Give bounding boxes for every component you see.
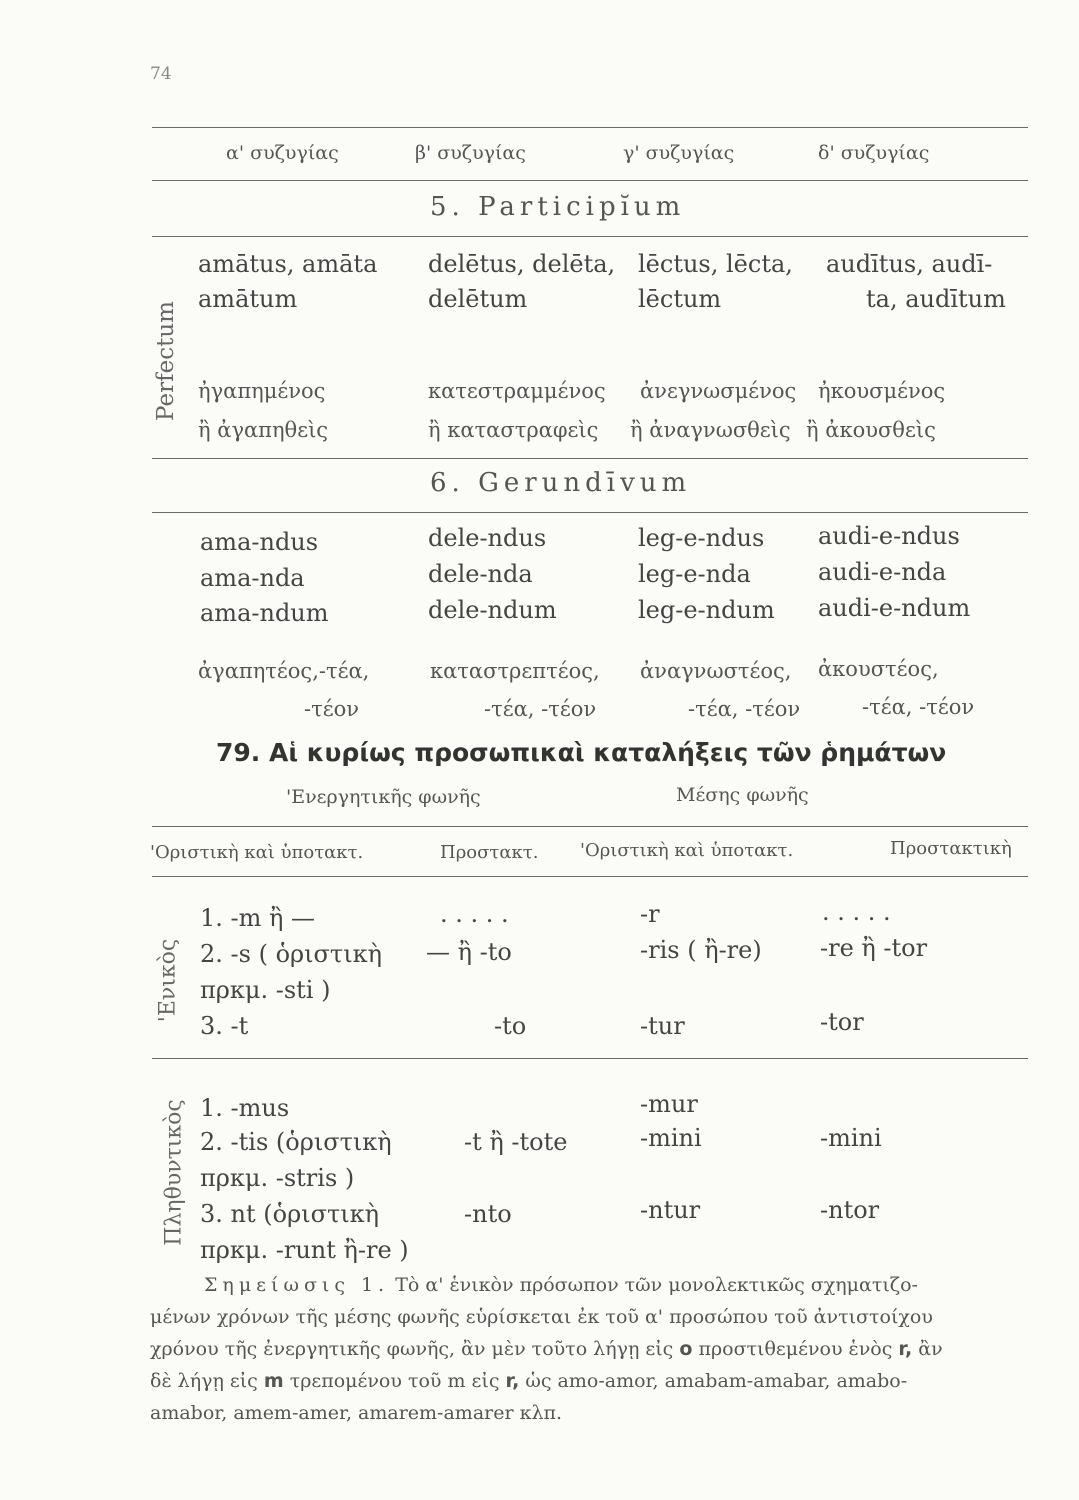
note-line-2: μένων χρόνων τῆς μέσης φωνῆς εὑρίσκεται ἐκ τοῦ α' προσώπου τοῦ ἀντιστοίχου	[150, 1306, 933, 1328]
pl-c2-1: -t ἢ -tote	[464, 1128, 568, 1156]
pl-c4-1: -mini	[820, 1124, 882, 1152]
note-text-4a: δὲ λήγῃ εἰς	[150, 1370, 258, 1392]
conj-header-3: γ' συζυγίας	[623, 142, 735, 164]
ger-r2-c1: ama-nda	[200, 564, 305, 592]
singular-label: 'Ενικὸς	[155, 938, 181, 1023]
rule	[152, 180, 1028, 181]
sg-c4-2: -re ἢ -tor	[820, 934, 928, 962]
note-text-4c: ὡς amo-amor, amabam-amabar, amabo-	[525, 1370, 908, 1392]
plural-label: Πληθυντικὸς	[161, 1099, 187, 1246]
rule	[152, 127, 1028, 128]
part-r2-c4: ta, audītum	[866, 285, 1006, 313]
sg-c1-1: 1. -m ἢ —	[200, 904, 316, 932]
gerundivum-title: 6. Gerundīvum	[430, 468, 692, 498]
part-g2-c1: ἢ ἀγαπηθεὶς	[198, 418, 329, 442]
ger-g2-c3: -τέα, -τέον	[688, 697, 801, 721]
note-text-3b: ἂν	[918, 1338, 943, 1360]
participium-title: 5. Participĭum	[430, 192, 686, 222]
sg-c3-2: -ris ( ἢ-re)	[640, 936, 762, 964]
note-bold-r2: r,	[505, 1370, 520, 1392]
ger-r1-c4: audi-e-ndus	[818, 522, 960, 550]
part-r1-c1: amātus, amāta	[198, 250, 378, 278]
part-g2-c2: ἢ καταστραφεὶς	[428, 418, 599, 442]
ger-g1-c4: ἀκουστέος,	[818, 657, 939, 681]
rule	[152, 826, 1028, 827]
ger-r1-c3: leg-e-ndus	[638, 524, 765, 552]
rule	[152, 236, 1028, 237]
pl-c3-2: -mini	[640, 1124, 702, 1152]
page-number: 74	[150, 64, 172, 84]
pl-c1-2: 2. -tis (ὁριστικὴ	[200, 1128, 392, 1156]
ger-r3-c2: dele-ndum	[428, 596, 557, 624]
note-text-1: Τὸ α' ἑνικὸν πρόσωπον τῶν μονολεκτικῶς σχηματιζο-	[395, 1274, 918, 1296]
part-g1-c4: ἠκουσμένος	[818, 379, 946, 403]
sg-c2-1: . . . . .	[440, 900, 509, 928]
ger-g2-c4: -τέα, -τέον	[862, 695, 975, 719]
note-label: Σημείωσις 1.	[204, 1274, 390, 1296]
ger-g1-c3: ἀναγνωστέος,	[640, 659, 792, 683]
section-79-title: 79. Αἱ κυρίως προσωπικαὶ καταλήξεις τῶν ῥημάτων	[216, 738, 947, 767]
sg-c2-2: — ἢ -to	[426, 938, 512, 966]
note-bold-m: m	[263, 1370, 284, 1392]
ger-r3-c1: ama-ndum	[200, 599, 329, 627]
col-header-3: 'Οριστικὴ καὶ ὑποτακτ.	[580, 840, 794, 861]
note-text-3: χρόνου τῆς ἐνεργητικῆς φωνῆς, ἂν μὲν τοῦτο λήγῃ εἰς	[150, 1338, 674, 1360]
part-r1-c2: delētus, delēta,	[428, 250, 616, 278]
col-header-2: Προστακτ.	[440, 842, 539, 863]
pl-c1-1: 1. -mus	[200, 1094, 290, 1122]
note-line-1	[204, 1272, 918, 1299]
note-bold-o: o	[679, 1338, 693, 1360]
pl-c3-1: -mur	[640, 1090, 698, 1118]
part-r1-c4: audītus, audī-	[826, 250, 993, 278]
sg-c1-2: 2. -s ( ὁριστικὴ	[200, 940, 382, 968]
ger-r1-c2: dele-ndus	[428, 524, 547, 552]
note-plus: προστιθεμένου ἑνὸς	[698, 1338, 893, 1360]
pl-c1-4: 3. nt (ὁριστικὴ	[200, 1200, 380, 1228]
sg-c2-3: -to	[494, 1012, 527, 1040]
voice-active: 'Ενεργητικῆς φωνῆς	[286, 786, 481, 808]
sg-c4-1: . . . . .	[822, 898, 891, 926]
note-line-5: amabor, amem-amer, amarem-amarer κλπ.	[150, 1402, 563, 1424]
conj-header-2: β' συζυγίας	[415, 142, 526, 164]
part-g1-c3: ἀνεγνωσμένος	[640, 379, 797, 403]
ger-g1-c1: ἀγαπητέος,-τέα,	[198, 659, 370, 683]
ger-g2-c2: -τέα, -τέον	[484, 697, 597, 721]
pl-c4-2: -ntor	[820, 1196, 880, 1224]
rule	[152, 1058, 1028, 1059]
ger-g2-c1: -τέον	[304, 697, 360, 721]
part-r2-c1: amātum	[198, 285, 298, 313]
pl-c3-3: -ntur	[640, 1196, 701, 1224]
pl-c1-3: πρκμ. -stris )	[200, 1164, 355, 1192]
pl-c2-2: -nto	[464, 1200, 512, 1228]
part-g2-c4: ἢ ἀκουσθεὶς	[806, 418, 936, 442]
perfectum-label: Perfectum	[153, 301, 179, 421]
ger-g1-c2: καταστρεπτέος,	[430, 659, 600, 683]
part-g2-c3: ἢ ἀναγνωσθεὶς	[630, 418, 791, 442]
sg-c4-3: -tor	[820, 1008, 864, 1036]
rule	[152, 876, 1028, 877]
part-g1-c2: κατεστραμμένος	[428, 379, 606, 403]
conj-header-1: α' συζυγίας	[226, 142, 339, 164]
ger-r2-c2: dele-nda	[428, 560, 533, 588]
ger-r1-c1: ama-ndus	[200, 528, 319, 556]
ger-r3-c4: audi-e-ndum	[818, 594, 971, 622]
sg-c1-4: 3. -t	[200, 1012, 249, 1040]
col-header-4: Προστακτικὴ	[890, 838, 1012, 859]
ger-r3-c3: leg-e-ndum	[638, 596, 775, 624]
note-line-3	[150, 1336, 943, 1363]
part-r2-c2: delētum	[428, 285, 528, 313]
note-text-4b: τρεπομένου τοῦ m εἰς	[289, 1370, 500, 1392]
part-r1-c3: lēctus, lēcta,	[638, 250, 793, 278]
sg-c3-3: -tur	[640, 1012, 685, 1040]
sg-c3-1: -r	[640, 900, 660, 928]
pl-c1-5: πρκμ. -runt ἢ-re )	[200, 1236, 409, 1264]
note-line-4	[150, 1368, 907, 1395]
conj-header-4: δ' συζυγίας	[818, 142, 930, 164]
rule	[152, 512, 1028, 513]
col-header-1: 'Οριστικὴ καὶ ὑποτακτ.	[150, 842, 364, 863]
rule	[152, 458, 1028, 459]
ger-r2-c4: audi-e-nda	[818, 558, 947, 586]
ger-r2-c3: leg-e-nda	[638, 560, 751, 588]
voice-middle: Μέσης φωνῆς	[676, 784, 809, 806]
part-r2-c3: lēctum	[638, 285, 722, 313]
note-bold-r: r,	[898, 1338, 913, 1360]
sg-c1-3: πρκμ. -sti )	[200, 976, 331, 1004]
part-g1-c1: ἠγαπημένος	[198, 379, 326, 403]
